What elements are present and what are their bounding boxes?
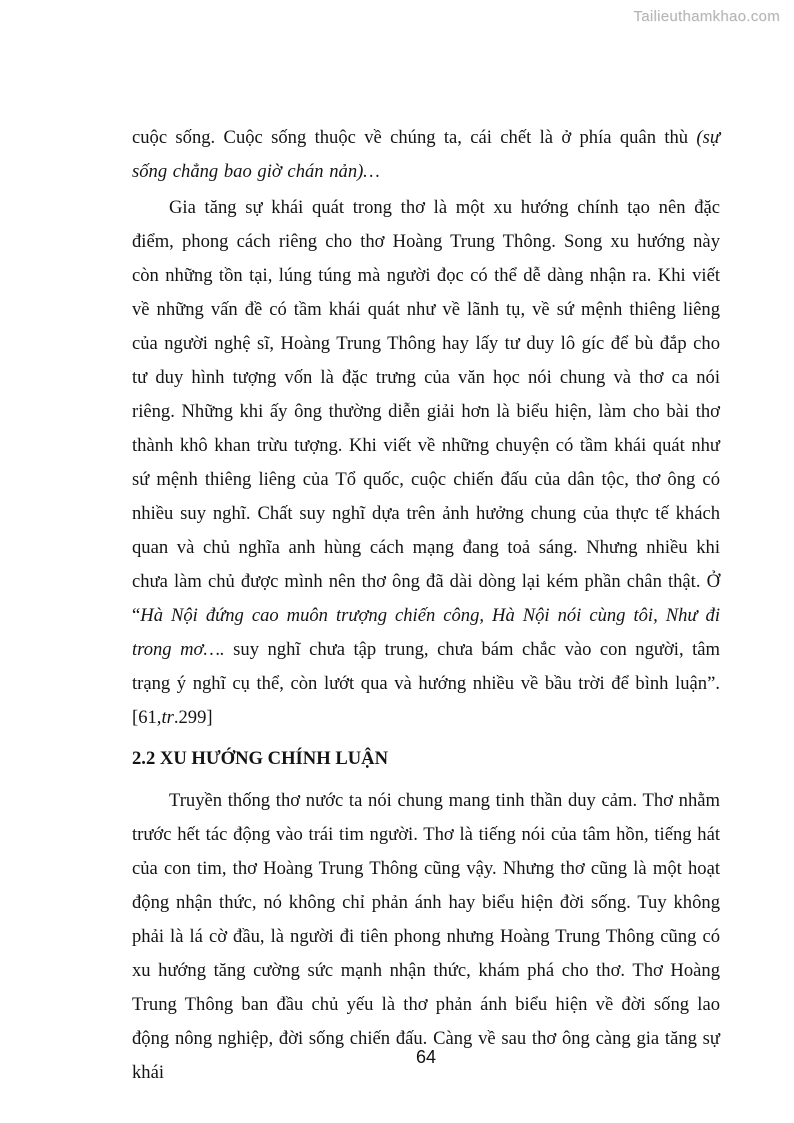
- text-segment-italic-quote: Hà Nội đứng cao muôn trượng chiến công, Hà Nội nói cùng tôi, Như đi trong mơ….: [132, 605, 720, 660]
- text-segment: suy nghĩ chưa tập trung, chưa bám chắc vào con người, tâm trạng ý nghĩ cụ thể, còn lướt qua và hướng nhiều về bầu trời để bình luận”. [61,: [132, 639, 720, 728]
- text-segment: Gia tăng sự khái quát trong thơ là một xu hướng chính tạo nên đặc điểm, phong cách riêng cho thơ Hoàng Trung Thông. Song xu hướng này còn những tồn tại, lúng túng mà người đọc có thể dễ dàng nhận ra. Khi viết về những vấn đề có tầm khái quát như về lãnh tụ, về sứ mệnh thiêng liêng của người nghệ sĩ, Hoàng Trung Thông hay lấy tư duy lô gíc để bù đắp cho tư duy hình tượng vốn là đặc trưng của văn học nói chung và thơ ca nói riêng. Những khi ấy ông thường diễn giải hơn là biểu hiện, làm cho bài thơ thành khô khan trừu tượng. Khi viết về những chuyện có tầm khái quát như sứ mệnh thiêng liêng của Tổ quốc, cuộc chiến đấu của dân tộc, thơ ông có nhiều suy nghĩ. Chất suy nghĩ dựa trên ảnh hưởng chung của thực tế khách quan và chủ nghĩa anh hùng cách mạng đang toả sáng. Nhưng nhiều khi chưa làm chủ được mình nên thơ ông đã dài dòng lại kém phần chân thật. Ở “: [132, 197, 720, 626]
- text-segment-italic: (sự sống chẳng bao giờ chán nản)…: [132, 127, 720, 182]
- page-number: 64: [415, 1047, 437, 1067]
- paragraph-continuation: [132, 121, 720, 189]
- text-segment-italic-citation: tr: [161, 707, 174, 728]
- paragraph-body: [132, 191, 720, 735]
- paragraph-body: [132, 784, 720, 1090]
- watermark-text: Tailieuthamkhao.com: [633, 8, 780, 25]
- text-segment: .299]: [173, 707, 213, 728]
- text-segment: Truyền thống thơ nước ta nói chung mang tinh thần duy cảm. Thơ nhằm trước hết tác động vào trái tim người. Thơ là tiếng nói của tâm hồn, tiếng hát của con tim, thơ Hoàng Trung Thông cũng vậy. Nhưng thơ cũng là một hoạt động nhận thức, nó không chỉ phản ánh hay biểu hiện đời sống. Tuy không phải là lá cờ đầu, là người đi tiên phong nhưng Hoàng Trung Thông cũng có xu hướng tăng cường sức mạnh nhận thức, khám phá cho thơ. Thơ Hoàng Trung Thông ban đầu chủ yếu là thơ phản ánh biểu hiện về đời sống lao động nông nghiệp, đời sống chiến đấu. Càng về sau thơ ông càng gia tăng sự khái: [132, 790, 720, 1083]
- text-segment: cuộc sống. Cuộc sống thuộc về chúng ta, cái chết là ở phía quân thù: [132, 127, 697, 148]
- text-column: [132, 121, 720, 1090]
- section-heading: 2.2 XU HƯỚNG CHÍNH LUẬN: [132, 748, 389, 769]
